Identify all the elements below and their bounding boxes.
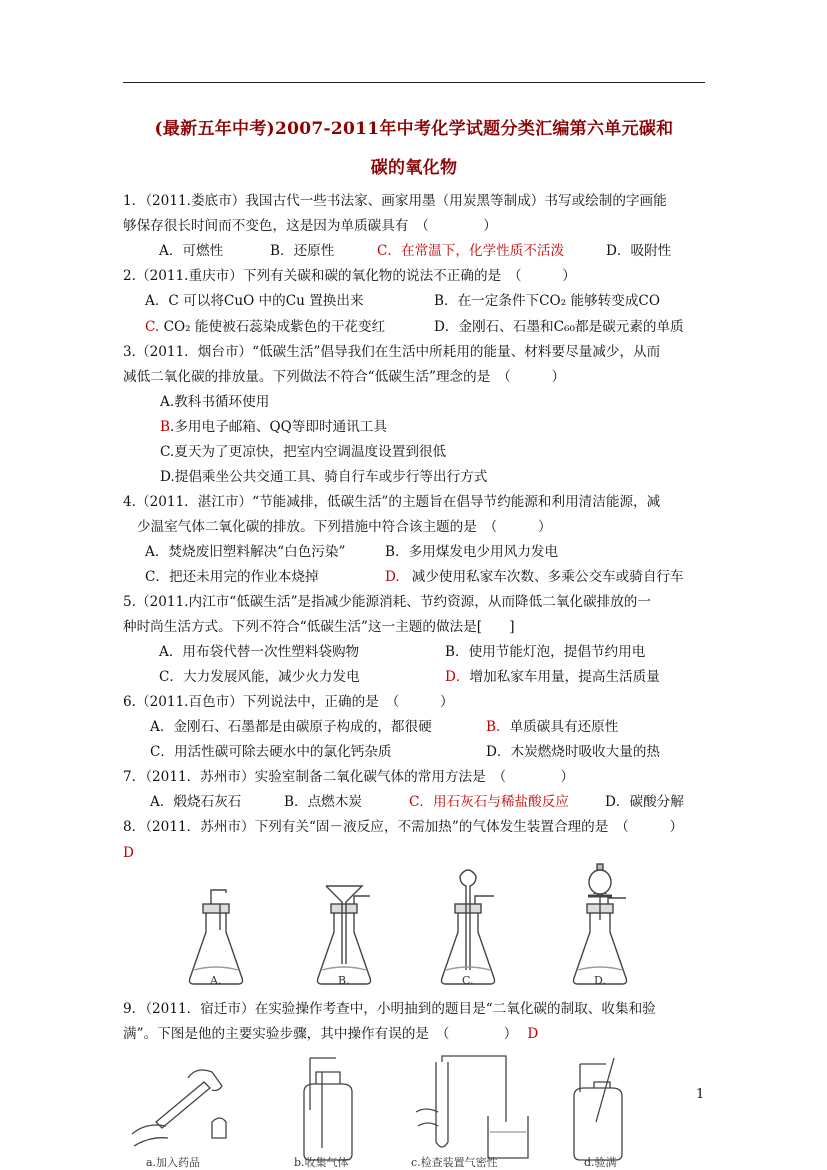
- apparatus-a-icon: [190, 890, 243, 984]
- q5-answer-mark: D．: [445, 669, 470, 685]
- apparatus-b-label: B.: [338, 974, 350, 987]
- q2-option-d: D．金刚石、石墨和C₆₀都是碳元素的单质: [434, 319, 684, 335]
- step-c-caption: c.检查装置气密性: [411, 1156, 498, 1169]
- q1-option-b: B．还原性: [270, 243, 335, 259]
- q4-option-c: C．把还未用完的作业本烧掉: [145, 569, 319, 585]
- q5-option-a: A．用布袋代替一次性塑料袋购物: [159, 644, 360, 660]
- q9-stem-2: [123, 1025, 538, 1043]
- step-d-caption: d.验满: [584, 1156, 617, 1169]
- step-b-caption: b.收集气体: [294, 1156, 349, 1169]
- q5-option-c: C．大力发展风能，减少火力发电: [159, 669, 360, 685]
- q6-answer-mark: B．: [486, 719, 510, 735]
- step-c-icon: [416, 1056, 528, 1158]
- q3-stem-1: 3.（2011．烟台市）“低碳生活”倡导我们在生活中所耗用的能量、材料要尽量减少，从而: [123, 344, 661, 360]
- q3-stem-2: 减低二氧化碳的排放量。下列做法不符合“低碳生活”理念的是 （ ）: [123, 369, 566, 385]
- q7-option-a: A．煅烧石灰石: [150, 794, 242, 810]
- q6-stem: 6.（2011.百色市）下列说法中，正确的是 （ ）: [123, 694, 454, 710]
- step-a-icon: [132, 1070, 226, 1146]
- page-title-line-1: (最新五年中考)2007-2011年中考化学试题分类汇编第六单元碳和: [154, 119, 674, 139]
- q7-option-d: D．碳酸分解: [605, 794, 684, 810]
- apparatus-c-icon: [442, 870, 495, 984]
- q6-option-c: C．用活性碳可除去硬水中的氯化钙杂质: [150, 744, 392, 760]
- q2-option-c: [145, 318, 385, 336]
- step-a-caption: a.加入药品: [146, 1156, 201, 1169]
- q7-option-c-answer: C．用石灰石与稀盐酸反应: [409, 794, 569, 810]
- q3-option-d: D.提倡乘坐公共交通工具、骑自行车或步行等出行方式: [160, 469, 488, 485]
- q5-option-d: [445, 668, 660, 686]
- q2-stem: 2.（2011.重庆市）下列有关碳和碳的氧化物的说法不正确的是 （ ）: [123, 268, 576, 284]
- q9-answer: D: [527, 1026, 539, 1042]
- apparatus-b-icon: [318, 886, 371, 984]
- apparatus-a-label: A.: [210, 974, 222, 987]
- q3-option-b: [160, 418, 387, 436]
- page-title-line-2: 碳的氧化物: [370, 158, 458, 178]
- q6-option-a: A．金刚石、石墨都是由碳原子构成的，都很硬: [150, 719, 432, 735]
- q2-option-c-text: CO₂ 能使被石蕊染成紫色的干花变红: [159, 319, 386, 335]
- q3-option-c: C.夏天为了更凉快，把室内空调温度设置到很低: [160, 444, 447, 460]
- q3-option-b-text: .多用电子邮箱、QQ等即时通讯工具: [170, 419, 387, 435]
- q4-stem-1: 4.（2011．湛江市）“节能减排，低碳生活”的主题旨在倡导节约能源和利用清洁能源，减: [123, 494, 661, 510]
- q1-option-c-answer: C．在常温下，化学性质不活泼: [377, 243, 565, 259]
- q7-stem: 7．（2011．苏州市）实验室制备二氧化碳气体的常用方法是 （ ）: [123, 769, 575, 785]
- page-number: 1: [696, 1087, 705, 1102]
- q5-stem-2: 种时尚生活方式。下列不符合“低碳生活”这一主题的做法是[ ]: [123, 619, 515, 635]
- q1-option-d: D．吸附性: [606, 243, 672, 259]
- q9-stem-1: 9．（2011．宿迁市）在实验操作考查中，小明抽到的题目是“二氧化碳的制取、收集和验: [123, 1001, 656, 1017]
- apparatus-d-label: D.: [594, 974, 606, 987]
- q5-option-b: B．使用节能灯泡，提倡节约用电: [445, 644, 646, 660]
- q6-option-d: D．木炭燃烧时吸收大量的热: [486, 744, 661, 760]
- q9-stem-2-text: 满”。下图是他的主要实验步骤，其中操作有误的是 （ ）: [123, 1026, 518, 1042]
- q7-option-b: B．点燃木炭: [284, 794, 362, 810]
- apparatus-d-icon: [574, 864, 627, 984]
- q9-steps-figure: [126, 1052, 666, 1170]
- q2-option-b: B．在一定条件下CO₂ 能够转变成CO: [434, 293, 660, 309]
- q4-option-d: [385, 568, 684, 586]
- q1-stem-1: 1．（2011.娄底市）我国古代一些书法家、画家用墨（用炭黑等制成）书写或绘制的字画能: [123, 193, 667, 209]
- q8-answer: D: [123, 845, 134, 861]
- header-rule: [123, 82, 705, 83]
- q2-answer-mark: C.: [145, 319, 160, 335]
- q8-apparatus-figure: [186, 860, 641, 992]
- q1-stem-2: 够保存很长时间而不变色，这是因为单质碳具有 （ ）: [123, 218, 497, 234]
- step-d-icon: [574, 1058, 622, 1160]
- q5-stem-1: 5.（2011.内江市“低碳生活”是指减少能源消耗、节约资源，从而降低二氧化碳排放的一: [123, 594, 651, 610]
- q4-option-b: B．多用煤发电少用风力发电: [385, 544, 559, 560]
- q3-option-a: A.教科书循环使用: [160, 394, 270, 410]
- q4-stem-2: 少温室气体二氧化碳的排放。下列措施中符合该主题的是 （ ）: [137, 519, 552, 535]
- q4-option-d-text: 减少使用私家车次数、多乘公交车或骑自行车: [411, 569, 684, 585]
- q1-option-a: A．可燃性: [159, 243, 224, 259]
- q8-stem: 8．（2011．苏州市）下列有关“固－液反应，不需加热”的气体发生装置合理的是 （ ）: [123, 819, 684, 835]
- q6-option-b: [486, 718, 618, 736]
- q5-option-d-text: 增加私家车用量，提高生活质量: [469, 669, 660, 685]
- step-b-icon: [304, 1058, 352, 1160]
- q4-option-a: A．焚烧废旧塑料解决“白色污染”: [145, 544, 346, 560]
- q2-option-a: A．C 可以将CuO 中的Cu 置换出来: [145, 293, 364, 309]
- q6-option-b-text: 单质碳具有还原性: [509, 719, 619, 735]
- q3-answer-mark: B: [160, 419, 170, 435]
- apparatus-c-label: C.: [462, 974, 474, 987]
- q4-answer-mark: D.: [385, 569, 400, 585]
